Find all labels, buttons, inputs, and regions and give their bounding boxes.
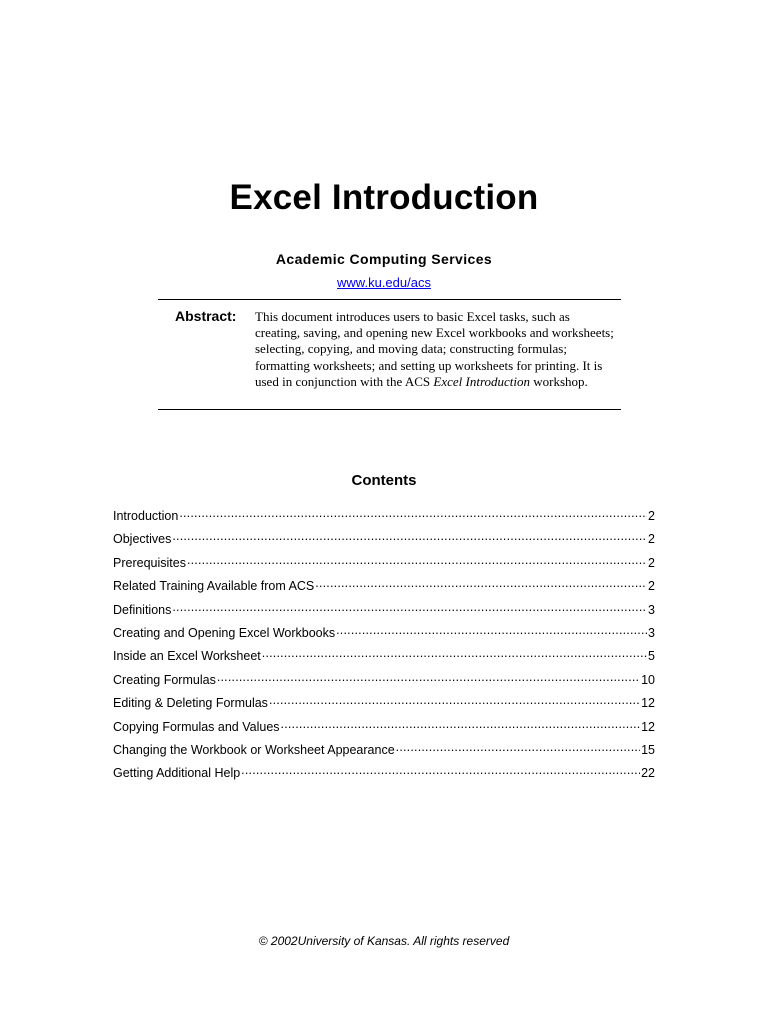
toc-dot-leader	[396, 740, 640, 754]
toc-entry[interactable]	[113, 553, 655, 576]
abstract-text-part1: This document introduces users to basic Excel tasks, such as creating, saving, and opening new Excel workbooks and worksheets; selecting, copying, and moving data; constructing formulas; formatting worksheets; and setting up worksheets for printing. It is used in conjunction with the ACS	[255, 309, 614, 389]
toc-entry-title: Related Training Available from ACS	[113, 579, 315, 594]
toc-entry-page: 3	[648, 625, 655, 640]
toc-entry[interactable]	[113, 529, 655, 552]
toc-entry-title: Copying Formulas and Values	[113, 719, 280, 734]
toc-entry-title: Getting Additional Help	[113, 766, 241, 781]
toc-dot-leader	[217, 670, 640, 684]
toc-entry[interactable]	[113, 576, 655, 599]
organization-name: Academic Computing Services	[275, 251, 493, 267]
copyright-footer: © 2002University of Kansas. All rights reserved	[258, 934, 510, 948]
toc-entry[interactable]	[113, 646, 655, 669]
toc-dot-leader	[179, 506, 647, 520]
toc-entry-page: 5	[648, 649, 655, 664]
toc-entry-page: 15	[641, 742, 655, 757]
toc-dot-leader	[172, 600, 647, 614]
table-of-contents	[113, 506, 655, 787]
toc-dot-leader	[172, 529, 647, 543]
toc-entry-title: Creating Formulas	[113, 672, 216, 687]
toc-entry-title: Objectives	[113, 532, 172, 547]
abstract-text-part2: workshop.	[530, 373, 588, 389]
toc-entry-page: 12	[641, 696, 655, 711]
toc-entry-title: Inside an Excel Worksheet	[113, 649, 261, 664]
toc-entry-page: 12	[641, 719, 655, 734]
toc-entry-page: 10	[641, 672, 655, 687]
toc-entry[interactable]	[113, 740, 655, 763]
acs-website-link[interactable]: www.ku.edu/acs	[337, 275, 431, 290]
contents-heading: Contents	[351, 472, 417, 489]
toc-entry-title: Creating and Opening Excel Workbooks	[113, 625, 336, 640]
toc-entry[interactable]	[113, 623, 655, 646]
toc-entry-page: 3	[648, 602, 655, 617]
toc-entry[interactable]	[113, 693, 655, 716]
toc-entry-page: 2	[648, 555, 655, 570]
toc-entry-title: Definitions	[113, 602, 172, 617]
abstract-text	[255, 309, 615, 390]
toc-entry[interactable]	[113, 506, 655, 529]
toc-entry-page: 2	[648, 532, 655, 547]
document-title: Excel Introduction	[229, 178, 539, 217]
abstract-section	[158, 299, 621, 410]
toc-dot-leader	[336, 623, 647, 637]
toc-dot-leader	[187, 553, 647, 567]
toc-entry-title: Introduction	[113, 509, 179, 523]
toc-entry-title: Changing the Workbook or Worksheet Appearance	[113, 742, 395, 757]
toc-dot-leader	[241, 763, 640, 777]
toc-entry-page: 2	[648, 509, 655, 523]
abstract-label: Abstract:	[175, 308, 237, 324]
toc-entry-page: 2	[648, 579, 655, 594]
toc-entry[interactable]	[113, 717, 655, 740]
toc-entry[interactable]	[113, 763, 655, 786]
toc-dot-leader	[262, 646, 647, 660]
url-line	[0, 275, 768, 290]
toc-entry-page: 22	[641, 766, 655, 781]
toc-entry[interactable]	[113, 670, 655, 693]
toc-entry[interactable]	[113, 600, 655, 623]
toc-entry-title: Prerequisites	[113, 555, 186, 570]
toc-entry-title: Editing & Deleting Formulas	[113, 696, 268, 711]
abstract-text-italic: Excel Introduction	[433, 373, 531, 389]
toc-dot-leader	[281, 717, 641, 731]
toc-dot-leader	[269, 693, 640, 707]
toc-dot-leader	[315, 576, 647, 590]
